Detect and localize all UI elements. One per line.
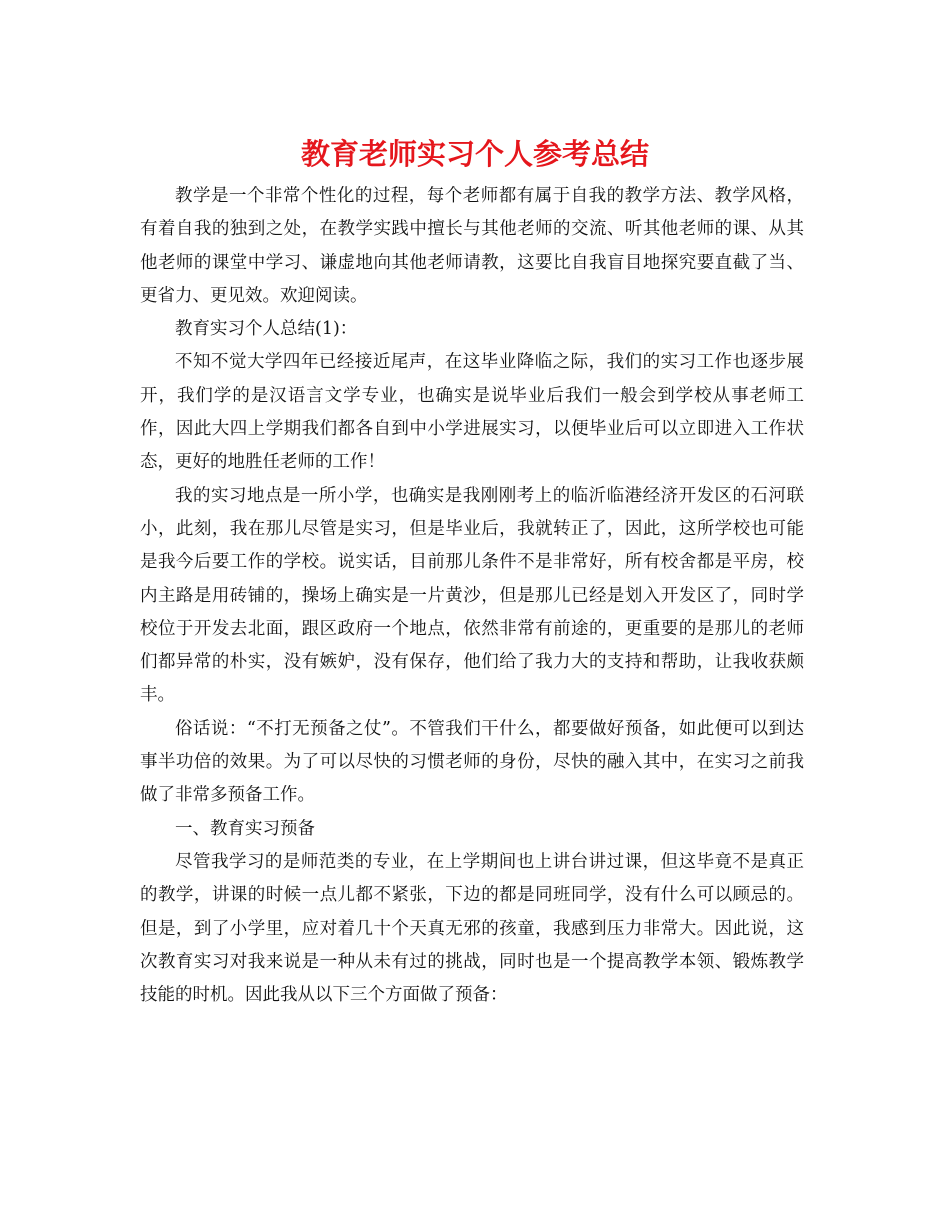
intro-paragraph: 教学是一个非常个性化的过程，每个老师都有属于自我的教学方法、教学风格，有着自我的独到之处，在教学实践中擅长与其他老师的交流、听其他老师的课、从其他老师的课堂中学习、谦虚地向其他老师请教，这要比自我盲目地探究要直截了当、更省力、更见效。欢迎阅读。 xyxy=(140,186,804,306)
paragraph-preparation-proverb: 俗话说：“不打无预备之仗”。不管我们干什么，都要做好预备，如此便可以到达事半功倍的效果。为了可以尽快的习惯老师的身份，尽快的融入其中，在实习之前我做了非常多预备工作。 xyxy=(140,718,804,806)
paragraph-graduation: 不知不觉大学四年已经接近尾声，在这毕业降临之际，我们的实习工作也逐步展开，我们学的是汉语言文学专业，也确实是说毕业后我们一般会到学校从事老师工作，因此大四上学期我们都各自到中小学进展实习，以便毕业后可以立即进入工作状态，更好的地胜任老师的工作！ xyxy=(140,352,804,473)
section-heading-preparation: 一、教育实习预备 xyxy=(175,818,315,839)
document-title: 教育老师实习个人参考总结 xyxy=(300,137,649,171)
section-heading-summary-1: 教育实习个人总结(1)： xyxy=(175,319,358,340)
paragraph-challenge: 尽管我学习的是师范类的专业，在上学期间也上讲台讲过课，但这毕竟不是真正的教学，讲课的时候一点儿都不紧张，下边的都是同班同学，没有什么可以顾忌的。但是，到了小学里，应对着几十个天真无邪的孩童，我感到压力非常大。因此说，这次教育实习对我来说是一种从未有过的挑战，同时也是一个提高教学本领、锻炼教学技能的时机。因此我从以下三个方面做了预备： xyxy=(140,851,804,1006)
document-body xyxy=(140,180,804,1012)
paragraph-internship-location: 我的实习地点是一所小学，也确实是我刚刚考上的临沂临港经济开发区的石河联小，此刻，我在那儿尽管是实习，但是毕业后，我就转正了，因此，这所学校也可能是我今后要工作的学校。说实话，目前那儿条件不是非常好，所有校舍都是平房，校内主路是用砖铺的，操场上确实是一片黄沙，但是那儿已经是划入开发区了，同时学校位于开发去北面，跟区政府一个地点，依然非常有前途的，更重要的是那儿的老师们都异常的朴实，没有嫉妒，没有保存，他们给了我力大的支持和帮助，让我收获颇丰。 xyxy=(140,485,804,706)
